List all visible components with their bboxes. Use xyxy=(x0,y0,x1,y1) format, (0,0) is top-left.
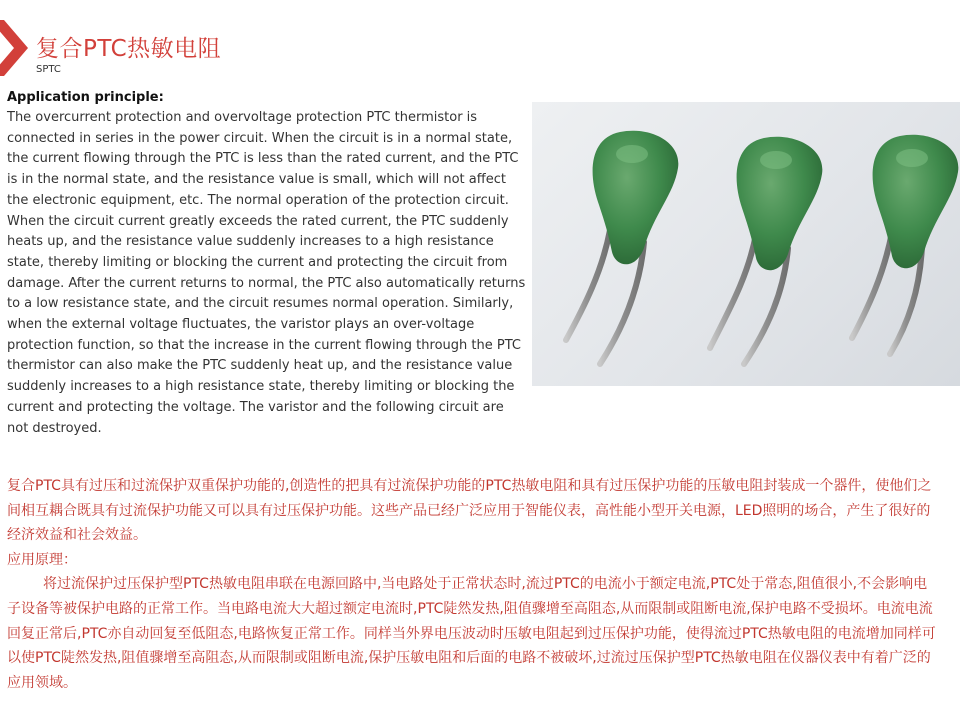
chinese-body: 将过流保护过压保护型PTC热敏电阻串联在电源回路中,当电路处于正常状态时,流过PTC的电流小于额定电流,PTC处于常态,阻值很小,不会影响电子设备等被保护电路的正常工作。当电路电流大大超过额定电流时,PTC陡然发热,阻值骤增至高阻态,从而限制或阻断电流,保护电路不受损坏。电流电流回复正常后,PTC亦自动回复至低阻态,电路恢复正常工作。同样当外界电压波动时压敏电阻起到过压保护功能，使得流过PTC热敏电阻的电流增加同样可以使PTC陡然发热,阻值骤增至高阻态,从而限制或阻断电流,保护压敏电阻和后面的电路不被破坏,过流过压保护型PTC热敏电阻在仪器仪表中有着广泛的应用领域。 xyxy=(7,576,936,691)
thermistor-component xyxy=(710,137,822,364)
page-header xyxy=(0,0,960,84)
english-heading: Application principle: xyxy=(7,90,164,105)
english-body: The overcurrent protection and overvoltage protection PTC thermistor is connected in series in the power circuit. When the circuit is in a normal state, the current flowing through the PTC is less than the rated current, and the PTC is in the normal state, and the resistance value is small, which will not affect the electronic equipment, etc. The normal operation of the protection circuit. When the circuit current greatly exceeds the rated current, the PTC suddenly heats up, and the resistance value suddenly increases to a high resistance state, thereby limiting or blocking the current and protecting the circuit from damage. After the current returns to normal, the PTC also automatically returns to a low resistance state, and the circuit resumes normal operation. Similarly, when the external voltage fluctuates, the varistor plays an over-voltage protection function, so that the increase in the current flowing through the PTC thermistor can also make the PTC suddenly heat up, and the resistance value suddenly increases to a high resistance state, thereby limiting or blocking the current and protecting the voltage. The varistor and the following circuit are not destroyed. xyxy=(7,110,526,436)
ptc-thermistor-illustration xyxy=(532,102,960,386)
thermistor-component xyxy=(566,131,678,364)
thermistor-component xyxy=(852,135,958,354)
page-title: 复合PTC热敏电阻 xyxy=(36,36,222,62)
chinese-heading: 应用原理： xyxy=(7,551,77,568)
page-subtitle: SPTC xyxy=(36,64,61,75)
english-description xyxy=(7,88,529,439)
chinese-intro: 复合PTC具有过压和过流保护双重保护功能的,创造性的把具有过流保护功能的PTC热敏电阻和具有过压保护功能的压敏电阻封装成一个器件，使他们之间相互耦合既具有过流保护功能又可以具有过压保护功能。这些产品已经广泛应用于智能仪表，高性能小型开关电源，LED照明的场合，产生了很好的经济效益和社会效益。 xyxy=(7,478,932,544)
chinese-description xyxy=(7,474,941,695)
product-photo xyxy=(532,102,960,386)
chevron-right-icon xyxy=(0,20,30,76)
